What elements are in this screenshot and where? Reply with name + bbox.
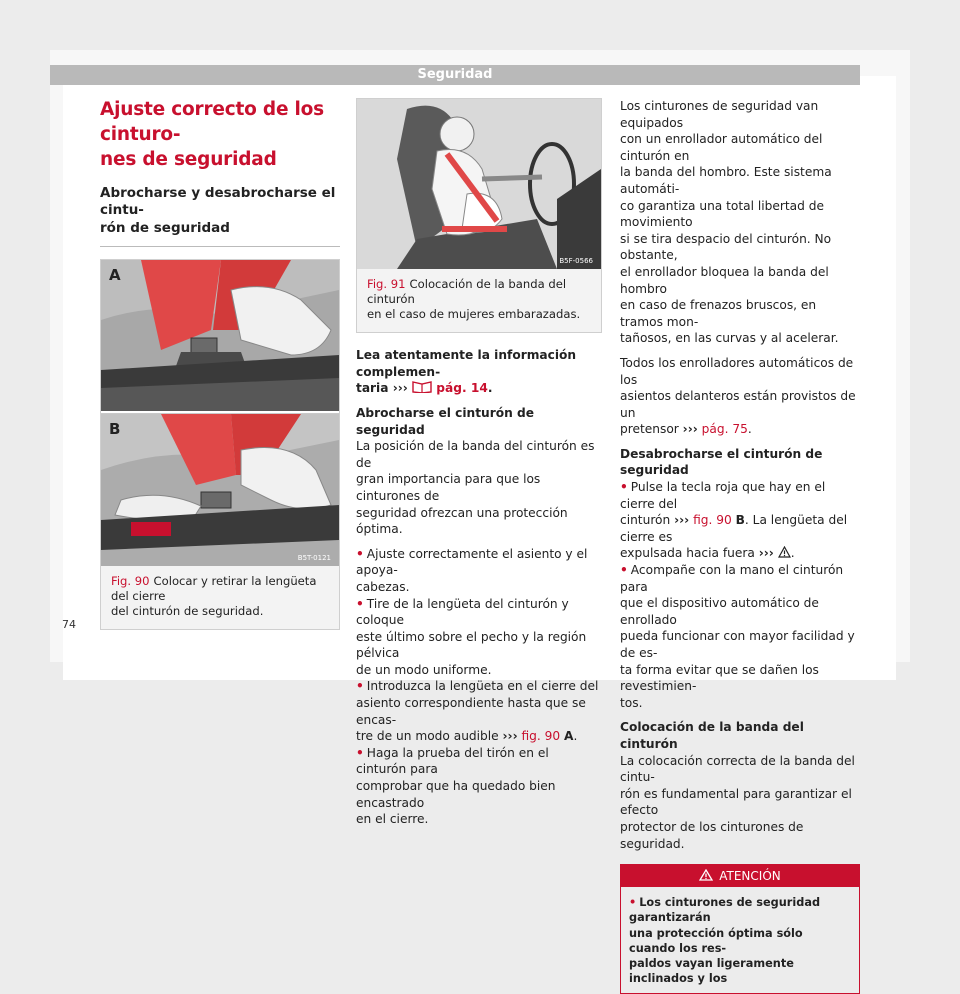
list-item: • Acompañe con la mano el cinturón para que el dispositivo automático de enrollado pueda funcionar con mayor facilidad y de es- ta forma evitar que se dañen los revestimien- tos. [620,563,855,710]
warning-title: ATENCIÓN [719,869,781,884]
figure-91-image [357,99,601,269]
section-subtitle [100,185,340,247]
figure-90-image [101,260,339,566]
page-number: 74 [62,618,76,631]
list-item: • Tire de la lengüeta del cinturón y coloque este último sobre el pecho y la región pélvica de un modo uniforme. [356,596,587,677]
reference-arrows: ››› [758,546,774,561]
body-paragraph: Los cinturones de seguridad van equipados con un enrollador automático del cinturón en la banda del hombro. Este sistema automáti- co garantiza una total libertad de movimiento si se tira despacio del cinturón. No obstante, el enrollador bloquea la banda del hombro en caso de frenazos bruscos, en tramos mon- tañosos, en las curvas y al acelerar. [620,99,839,346]
body-paragraph: La colocación correcta de la banda del cintu- rón es fundamental para garantizar el efecto protector de los cinturones de seguridad. [620,753,855,851]
figure-reference-link[interactable]: fig. 90 [693,513,732,528]
warning-text: • Los cinturones de seguridad garantizarán una protección óptima sólo cuando los res- paldos vayan ligeramente inclinados y los [629,896,821,986]
subtitle-line: rón de seguridad [100,220,230,236]
figure-reference-link[interactable]: fig. 90 [521,729,561,744]
bullet-icon: • [356,596,364,611]
page-title [100,98,340,173]
warning-box [620,864,860,994]
caption-line: Colocar y retirar la lengüeta del cierre [111,573,317,603]
body-paragraph: La posición de la banda del cinturón es de gran importancia para que los cinturones de seguridad ofrezcan una protección óptima. [356,439,595,537]
figure-90 [100,259,340,630]
section-heading: Abrocharse el cinturón de seguridad [356,405,534,437]
bullet-icon: • [356,679,364,694]
panel-label-b: B [109,419,121,438]
figure-number: Fig. 91 [367,277,406,291]
section-heading: Colocación de la banda del cinturón [620,720,804,751]
reference-arrows: ››› [674,513,690,528]
column-left [100,98,340,630]
note-line: Lea atentamente la información complemen- [356,348,577,379]
figure-number: Fig. 90 [111,573,150,588]
column-right [620,98,860,994]
reference-arrows: ››› [682,422,698,437]
list-item: • Haga la prueba del tirón en el cinturón para comprobar que ha quedado bien encastrado en el cierre. [356,745,556,827]
page-reference-link[interactable]: pág. 75 [701,422,748,437]
figure-91-caption [357,269,601,332]
reference-arrows: ››› [392,381,408,396]
warning-header [621,865,859,887]
column-middle [356,98,602,828]
body-paragraph: Todos los enrolladores automáticos de los asientos delanteros están provistos de un pretensor ››› pág. 75. [620,355,856,437]
pregnant-driver-illustration [357,99,601,269]
page-reference-link[interactable]: pág. 14 [436,381,488,396]
figure-code: B5F-0566 [559,257,593,265]
additional-info-note [356,347,602,397]
figure-90-caption [101,566,339,629]
caption-line: Colocación de la banda del cinturón [367,277,567,307]
bullet-icon: • [629,896,637,910]
book-icon [412,380,432,393]
warning-triangle-icon [699,869,713,881]
page-title-line: Ajuste correcto de los cinturo- [100,99,324,145]
figure-code: B5T-0121 [297,553,331,562]
caption-line: del cinturón de seguridad. [111,603,264,618]
page-title-line: nes de seguridad [100,148,277,170]
section-heading: Desabrocharse el cinturón de seguridad [620,446,823,478]
note-line: taria ››› pág. 14. [356,381,493,396]
bullet-icon: • [356,745,364,760]
caption-line: en el caso de mujeres embarazadas. [367,307,581,322]
section-header: Seguridad [50,65,860,85]
subtitle-line: Abrocharse y desabrocharse el cintu- [100,184,336,219]
reference-arrows: ››› [502,729,518,744]
panel-label-a: A [109,265,121,284]
figure-91 [356,98,602,333]
bullet-icon: • [356,546,364,561]
list-item: • Pulse la tecla roja que hay en el cierre del cinturón ››› fig. 90 B. La lengüeta del cierre es expulsada hacia fuera ››› . [620,480,848,561]
bullet-icon: • [620,563,628,578]
warning-triangle-icon [778,546,791,558]
list-item: • Introduzca la lengüeta en el cierre del asiento correspondiente hasta que se encas- tre de un modo audible ››› fig. 90 A. [356,679,599,744]
seatbelt-buckle-illustration [101,260,339,566]
list-item: • Ajuste correctamente el asiento y el apoya- cabezas. [356,546,588,594]
bullet-icon: • [620,480,628,495]
